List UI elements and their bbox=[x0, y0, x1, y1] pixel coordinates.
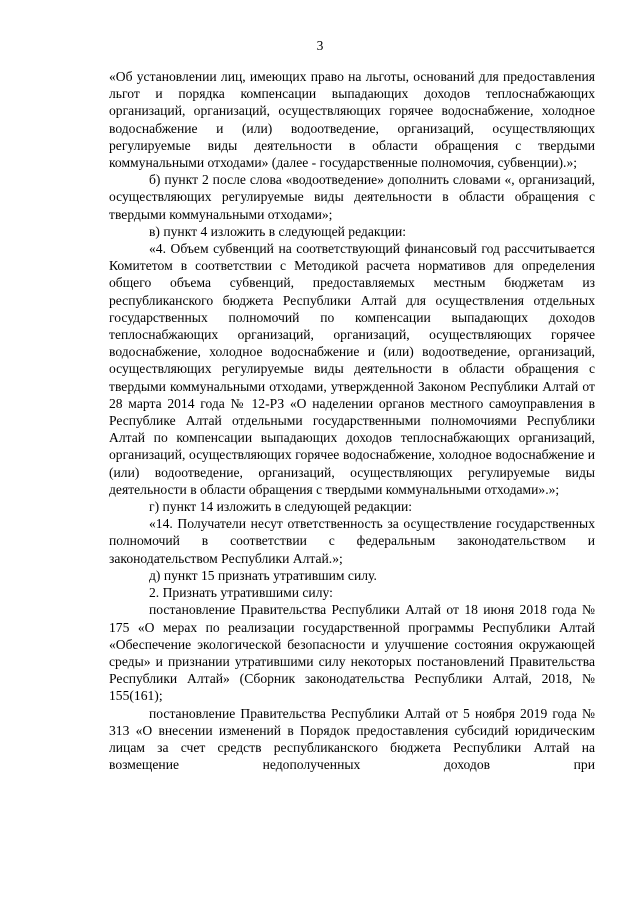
paragraph-law-title-quote: «Об установлении лиц, имеющих право на льготы, оснований для предоставления льгот и порядка компенсации выпадающих доходов теплоснабжающих организаций, организаций, осуществляющих горячее водоснабжение, холодное водоснабжение и (или) водоотведение, организаций, осуществляющих регулируемые виды деятельности в области обращения с твердыми коммунальными отходами» (далее - государственные полномочия, субвенции).»; bbox=[109, 69, 595, 171]
paragraph-clause-14: «14. Получатели несут ответственность за осуществление государственных полномочий в соответствии с федеральным законодательством и законодательством Республики Алтай.»; bbox=[109, 516, 595, 566]
paragraph-clause-4: «4. Объем субвенций на соответствующий финансовый год рассчитывается Комитетом в соответствии с Методикой расчета нормативов для определения общего объема субвенций, предоставляемых местным бюджетам из республиканского бюджета Республики Алтай для осуществления отдельных государственных полномочий по компенсации выпадающих доходов теплоснабжающих организаций, организаций, осуществляющих горячее водоснабжение, холодное водоснабжение и (или) водоотведение, организаций, осуществляющих регулируемые виды деятельности в области обращения с твердыми коммунальными отходами, утвержденной Законом Республики Алтай от 28 марта 2014 года № 12-РЗ «О наделении органов местного самоуправления в Республике Алтай отдельными государственными полномочиями Республики Алтай по компенсации выпадающих доходов теплоснабжающих организаций, организаций, осуществляющих горячее водоснабжение, холодное водоснабжение и (или) водоотведение, организаций, осуществляющих регулируемые виды деятельности в области обращения с твердыми коммунальными отходами».»; bbox=[109, 241, 595, 497]
document-body bbox=[109, 68, 595, 773]
page-number: 3 bbox=[316, 38, 324, 53]
paragraph-item-v: в) пункт 4 изложить в следующей редакции: bbox=[149, 223, 407, 239]
paragraph-resolution-175: постановление Правительства Республики Алтай от 18 июня 2018 года № 175 «О мерах по реализации государственной программы Республики Алтай «Обеспечение экологической безопасности и улучшение состояния окружающей среды» и признании утратившими силу некоторых постановлений Правительства Республики Алтай» (Сборник законодательства Республики Алтай, 2018, № 155(161); bbox=[109, 602, 595, 704]
paragraph-section-2: 2. Признать утратившими силу: bbox=[149, 585, 333, 601]
paragraph-resolution-313: постановление Правительства Республики Алтай от 5 ноября 2019 года № 313 «О внесении изменений в Порядок предоставления субсидий юридическим лицам за счет средств республиканского бюджета Республики Алтай на возмещение недополученных доходов при bbox=[109, 705, 595, 773]
paragraph-item-d: д) пункт 15 признать утратившим силу. bbox=[149, 567, 377, 583]
paragraph-item-g: г) пункт 14 изложить в следующей редакции: bbox=[149, 499, 413, 515]
paragraph-item-b: б) пункт 2 после слова «водоотведение» дополнить словами «, организаций, осуществляющих регулируемые виды деятельности в области обращения с твердыми коммунальными отходами»; bbox=[109, 172, 595, 222]
